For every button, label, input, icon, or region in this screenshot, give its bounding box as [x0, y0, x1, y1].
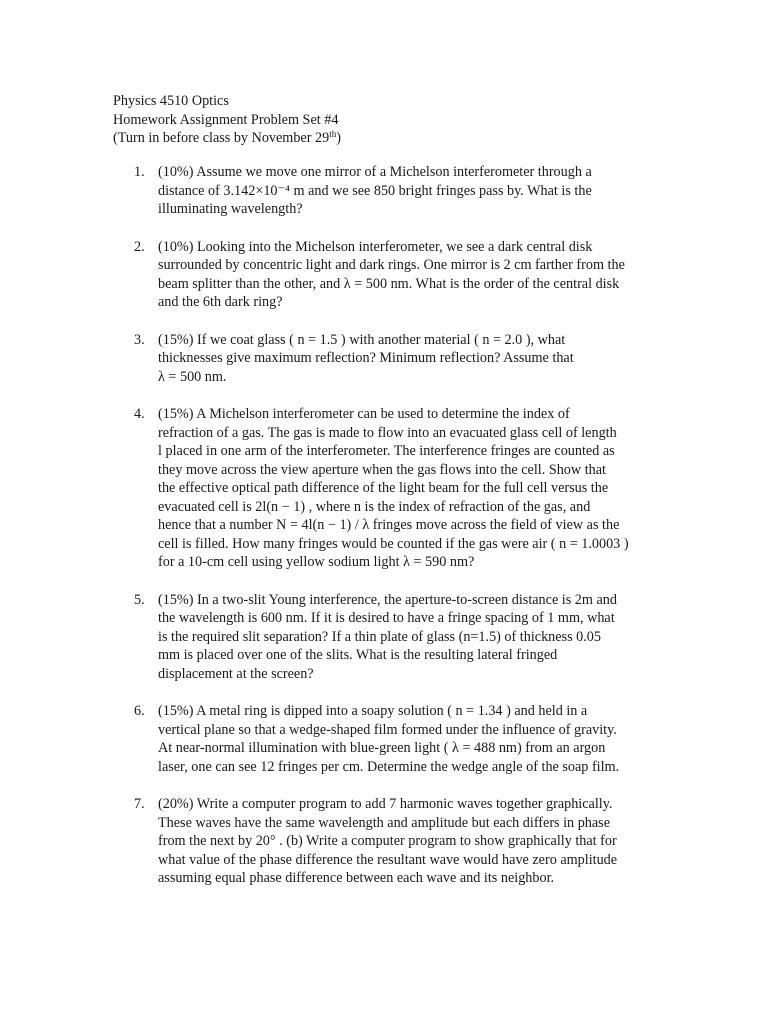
problem-line: refraction of a gas. The gas is made to flow into an evacuated glass cell of length: [158, 424, 617, 441]
problem-text: [158, 163, 658, 219]
problem-number: 7.: [134, 796, 145, 812]
problem-5: [0, 591, 768, 684]
problem-2: [0, 238, 768, 312]
problem-line: illuminating wavelength?: [158, 201, 303, 217]
problem-line: evacuated cell is 2l(n − 1) , where n is the index of refraction of the gas, and: [158, 498, 591, 515]
problem-line: (15%) In a two-slit Young interference, the aperture-to-screen distance is 2m and: [158, 591, 617, 608]
problem-line: and the 6th dark ring?: [158, 294, 283, 310]
problem-text: [158, 702, 658, 776]
problem-line: laser, one can see 12 fringes per cm. Determine the wedge angle of the soap film.: [158, 758, 620, 775]
problem-line: λ = 500 nm.: [158, 368, 227, 385]
problem-line: mm is placed over one of the slits. What is the resulting lateral fringed: [158, 647, 558, 663]
due-date: [113, 129, 341, 148]
problem-number: 6.: [134, 703, 145, 719]
due-prefix: (Turn in before class by November 29: [113, 130, 330, 146]
problem-number: 3.: [134, 331, 145, 348]
problem-line: beam splitter than the other, and λ = 500 nm. What is the order of the central disk: [158, 275, 620, 292]
problem-number: 4.: [134, 406, 145, 422]
problem-line: (15%) A Michelson interferometer can be used to determine the index of: [158, 406, 570, 422]
problem-line: (20%) Write a computer program to add 7 harmonic waves together graphically.: [158, 796, 613, 812]
problem-line: vertical plane so that a wedge-shaped film formed under the influence of gravity.: [158, 721, 617, 738]
problem-line: surrounded by concentric light and dark rings. One mirror is 2 cm farther from the: [158, 257, 625, 273]
problem-7: [0, 795, 768, 888]
problem-line: These waves have the same wavelength and amplitude but each differs in phase: [158, 814, 610, 831]
document-header: [113, 92, 341, 148]
problem-number: 2.: [134, 238, 145, 255]
problem-text: [158, 238, 658, 312]
problem-line: l placed in one arm of the interferometer. The interference fringes are counted as: [158, 443, 615, 459]
problem-list: [0, 163, 768, 907]
problem-line: displacement at the screen?: [158, 665, 314, 682]
problem-line: hence that a number N = 4l(n − 1) / λ fringes move across the field of view as the: [158, 517, 620, 533]
problem-line: assuming equal phase difference between each wave and its neighbor.: [158, 870, 555, 886]
problem-6: [0, 702, 768, 776]
problem-number: 1.: [134, 164, 145, 180]
problem-line: the wavelength is 600 nm. If it is desired to have a fringe spacing of 1 mm, what: [158, 610, 615, 626]
problem-line: they move across the view aperture when the gas flows into the cell. Show that: [158, 461, 606, 478]
due-superscript: th: [329, 129, 337, 139]
problem-line: (15%) A metal ring is dipped into a soapy solution ( n = 1.34 ) and held in a: [158, 703, 588, 719]
problem-line: (15%) If we coat glass ( n = 1.5 ) with another material ( n = 2.0 ), what: [158, 331, 566, 348]
problem-text: [158, 405, 658, 572]
problem-line: for a 10-cm cell using yellow sodium light λ = 590 nm?: [158, 554, 475, 570]
assignment-title: Homework Assignment Problem Set #4: [113, 111, 339, 128]
course-title: Physics 4510 Optics: [113, 93, 229, 109]
problem-line: is the required slit separation? If a thin plate of glass (n=1.5) of thickness 0.05: [158, 628, 601, 645]
due-suffix: ): [336, 130, 341, 146]
problem-text: [158, 795, 658, 888]
problem-text: [158, 331, 658, 387]
problem-3: [0, 331, 768, 387]
problem-line: the effective optical path difference of the light beam for the full cell versus the: [158, 480, 609, 496]
problem-1: [0, 163, 768, 219]
problem-line: (10%) Looking into the Michelson interferometer, we see a dark central disk: [158, 238, 593, 255]
problem-line: (10%) Assume we move one mirror of a Michelson interferometer through a: [158, 164, 592, 180]
problem-line: cell is filled. How many fringes would be counted if the gas were air ( n = 1.0003 ): [158, 535, 629, 552]
problem-line: from the next by 20° . (b) Write a computer program to show graphically that for: [158, 833, 617, 849]
problem-line: At near-normal illumination with blue-green light ( λ = 488 nm) from an argon: [158, 740, 606, 756]
problem-line: distance of 3.142×10⁻⁴ m and we see 850 bright fringes pass by. What is the: [158, 182, 592, 199]
problem-text: [158, 591, 658, 684]
problem-number: 5.: [134, 591, 145, 608]
problem-line: thicknesses give maximum reflection? Minimum reflection? Assume that: [158, 350, 574, 366]
problem-line: what value of the phase difference the resultant wave would have zero amplitude: [158, 851, 618, 868]
problem-4: [0, 405, 768, 572]
